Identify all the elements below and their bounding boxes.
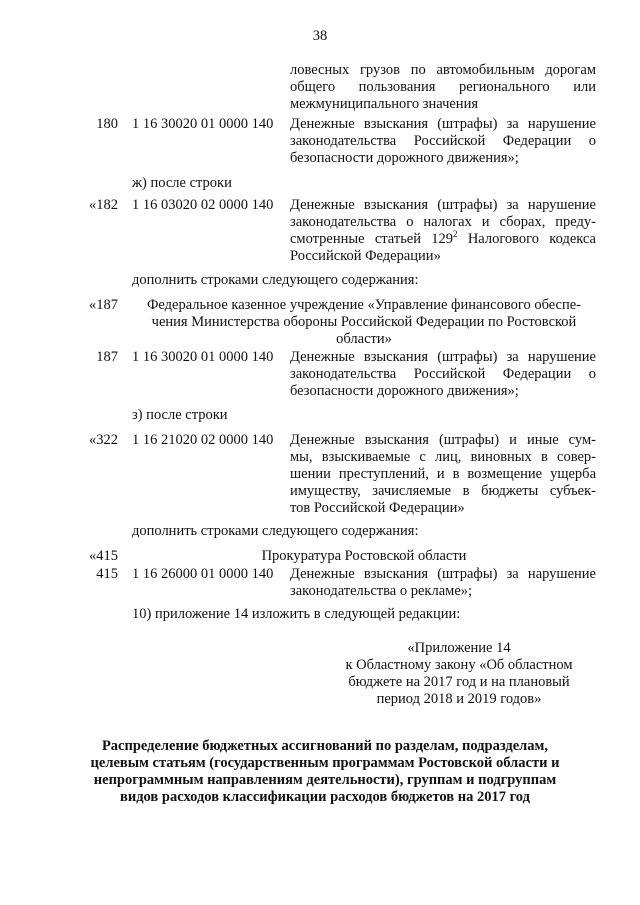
budget-code: 1 16 30020 01 0000 140 bbox=[132, 349, 274, 365]
text-fragment: Налогового кодекса bbox=[467, 231, 596, 247]
text-line: безопасности дорожного движения»; bbox=[290, 383, 519, 399]
text-fragment: смотренные статьей 129 bbox=[290, 231, 454, 247]
title-line: видов расходов классификации расходов бюджетов на 2017 год bbox=[120, 789, 530, 805]
budget-code: 1 16 26000 01 0000 140 bbox=[132, 566, 274, 582]
add-rows-text: дополнить строками следующего содержания: bbox=[132, 523, 419, 539]
text-line: чения Министерства обороны Российской Федерации по Ростовской bbox=[151, 314, 577, 330]
text-line: законодательства Российской Федерации о bbox=[290, 133, 596, 149]
row-number: 187 bbox=[96, 349, 118, 365]
superscript: 2 bbox=[453, 229, 458, 240]
title-line: непрограммным направлениям деятельности), группам и подгруппам bbox=[93, 772, 557, 788]
text-line: Федеральное казенное учреждение «Управление финансового обеспе- bbox=[146, 297, 582, 313]
budget-code: 1 16 03020 02 0000 140 bbox=[132, 197, 274, 213]
text-line: мы, взыскиваемые с лиц, виновных в совер- bbox=[290, 449, 596, 465]
row-description bbox=[290, 566, 596, 600]
title-line: целевым статьям (государственным программам Ростовской области и bbox=[90, 755, 560, 771]
row-number: 415 bbox=[96, 566, 118, 582]
row-number: «187 bbox=[89, 297, 118, 313]
text-line: Денежные взыскания (штрафы) за нарушение bbox=[290, 197, 596, 213]
text-line: безопасности дорожного движения»; bbox=[290, 150, 519, 166]
text-line: период 2018 и 2019 годов» bbox=[376, 691, 542, 707]
text-line: «Приложение 14 bbox=[407, 640, 511, 656]
text-line: Российской Федерации» bbox=[290, 248, 441, 264]
row-number: 180 bbox=[96, 116, 118, 132]
text-line: законодательства о налогах и сборах, преду- bbox=[290, 214, 596, 230]
row-description bbox=[290, 432, 596, 517]
text-line bbox=[290, 231, 596, 248]
page-number: 38 bbox=[312, 28, 328, 44]
text-line: Денежные взыскания (штрафы) за нарушение bbox=[290, 566, 596, 582]
row-description bbox=[290, 116, 596, 167]
text-line: к Областному закону «Об областном bbox=[345, 657, 573, 673]
row-description bbox=[290, 197, 596, 265]
item-10: 10) приложение 14 изложить в следующей редакции: bbox=[132, 606, 461, 622]
budget-code: 1 16 21020 02 0000 140 bbox=[132, 432, 274, 448]
organization-name bbox=[132, 297, 596, 348]
item-z: з) после строки bbox=[132, 407, 228, 423]
row-number: «182 bbox=[89, 197, 118, 213]
text-line: области» bbox=[336, 331, 392, 347]
text-line: Денежные взыскания (штрафы) за нарушение bbox=[290, 116, 596, 132]
text-line: бюджете на 2017 год и на плановый bbox=[348, 674, 570, 690]
add-rows-text: дополнить строками следующего содержания: bbox=[132, 272, 419, 288]
text-line: шении преступлений, и в возмещение ущерба bbox=[290, 466, 596, 482]
text-line: ловесных грузов по автомобильным дорогам bbox=[290, 62, 596, 78]
continuation-text bbox=[290, 62, 596, 113]
row-number: «415 bbox=[89, 548, 118, 564]
text-line: тов Российской Федерации» bbox=[290, 500, 465, 516]
text-line: Денежные взыскания (штрафы) за нарушение bbox=[290, 349, 596, 365]
organization-name: Прокуратура Ростовской области bbox=[261, 548, 467, 564]
budget-code: 1 16 30020 01 0000 140 bbox=[132, 116, 274, 132]
text-line: имуществу, зачисляемые в бюджеты субъек- bbox=[290, 483, 596, 499]
document-title bbox=[85, 738, 565, 806]
text-line: межмуниципального значения bbox=[290, 96, 478, 112]
text-line: законодательства о рекламе»; bbox=[290, 583, 473, 599]
row-number: «322 bbox=[89, 432, 118, 448]
appendix-header bbox=[330, 640, 588, 708]
text-line: Денежные взыскания (штрафы) и иные сум- bbox=[290, 432, 596, 448]
item-zh: ж) после строки bbox=[132, 175, 232, 191]
row-description bbox=[290, 349, 596, 400]
title-line: Распределение бюджетных ассигнований по разделам, подразделам, bbox=[101, 738, 549, 754]
text-line: общего пользования регионального или bbox=[290, 79, 596, 95]
text-line: законодательства Российской Федерации о bbox=[290, 366, 596, 382]
